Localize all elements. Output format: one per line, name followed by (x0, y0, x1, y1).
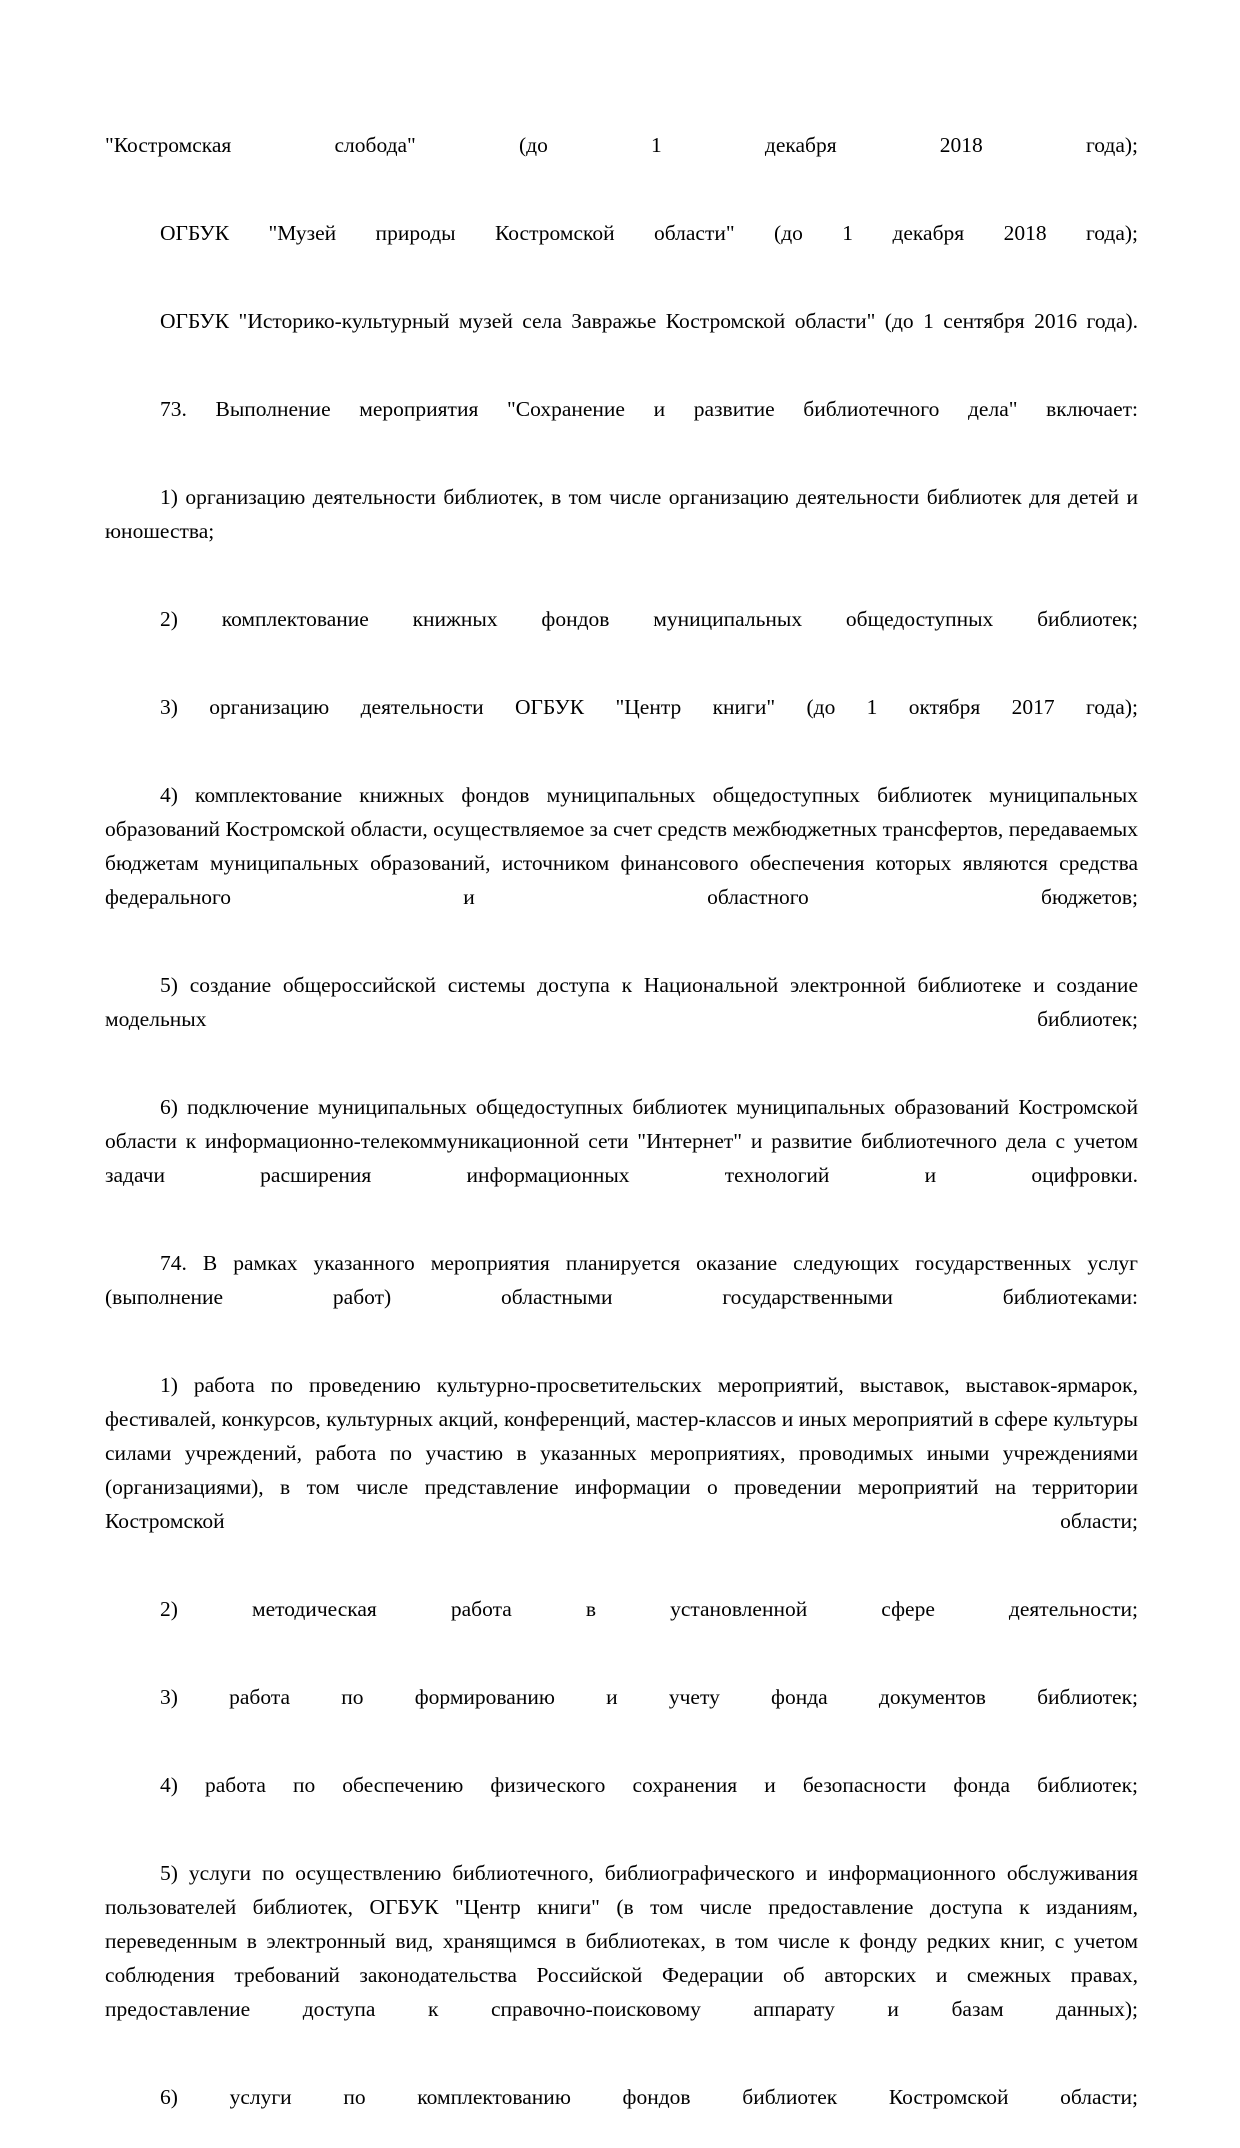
paragraph-p-74-item-1: 1) работа по проведению культурно-просветительских мероприятий, выставок, выставок-ярмарок, фестивалей, конкурсов, культурных акций, конференций, мастер-классов и иных мероприятий в сфере культуры силами учреждений, работа по участию в указанных мероприятиях, проводимых иными учреждениями (организациями), в том числе представление информации о проведении мероприятий на территории Костромской области; (105, 1373, 1138, 1533)
paragraph-p-74-heading: 74. В рамках указанного мероприятия планируется оказание следующих государственных услуг (выполнение работ) областными государственными библиотеками: (105, 1251, 1138, 1309)
paragraph-p-74-item-2: 2) методическая работа в установленной сфере деятельности; (160, 1597, 1138, 1621)
paragraph-p-kostromskaya-sloboda: "Костромская слобода" (до 1 декабря 2018 года); (105, 133, 1138, 157)
paragraph-p-74-item-6: 6) услуги по комплектованию фондов библиотек Костромской области; (160, 2085, 1138, 2109)
paragraph-p-73-item-5: 5) создание общероссийской системы доступа к Национальной электронной библиотеке и создание модельных библиотек; (105, 973, 1138, 1031)
paragraph-p-73-item-2: 2) комплектование книжных фондов муниципальных общедоступных библиотек; (160, 607, 1138, 631)
document-text-body (105, 128, 1138, 2148)
paragraph-p-73-item-3: 3) организацию деятельности ОГБУК "Центр книги" (до 1 октября 2017 года); (160, 695, 1138, 719)
paragraph-p-muzey-prirody: ОГБУК "Музей природы Костромской области" (до 1 декабря 2018 года); (160, 221, 1138, 245)
paragraph-p-74-item-4: 4) работа по обеспечению физического сохранения и безопасности фонда библиотек; (160, 1773, 1138, 1797)
paragraph-p-73-heading: 73. Выполнение мероприятия "Сохранение и развитие библиотечного дела" включает: (160, 397, 1138, 421)
paragraph-p-74-item-3: 3) работа по формированию и учету фонда документов библиотек; (160, 1685, 1138, 1709)
paragraph-p-muzey-zavrazhye: ОГБУК "Историко-культурный музей села Завражье Костромской области" (до 1 сентября 2016 года). (160, 309, 1138, 333)
paragraph-p-73-item-4: 4) комплектование книжных фондов муниципальных общедоступных библиотек муниципальных образований Костромской области, осуществляемое за счет средств межбюджетных трансфертов, передаваемых бюджетам муниципальных образований, источником финансового обеспечения которых являются средства федерального и областного бюджетов; (105, 783, 1138, 909)
paragraph-p-73-item-6: 6) подключение муниципальных общедоступных библиотек муниципальных образований Костромской области к информационно-телекоммуникационной сети "Интернет" и развитие библиотечного дела с учетом задачи расширения информационных технологий и оцифровки. (105, 1095, 1138, 1187)
paragraph-p-73-item-1: 1) организацию деятельности библиотек, в том числе организацию деятельности библиотек для детей и юношества; (105, 485, 1138, 543)
paragraph-p-74-item-5: 5) услуги по осуществлению библиотечного, библиографического и информационного обслуживания пользователей библиотек, ОГБУК "Центр книги" (в том числе предоставление доступа к изданиям, переведенным в электронный вид, хранящимся в библиотеках, в том числе к фонду редких книг, с учетом соблюдения требований законодательства Российской Федерации об авторских и смежных правах, предоставление доступа к справочно-поисковому аппарату и базам данных); (105, 1861, 1138, 2021)
